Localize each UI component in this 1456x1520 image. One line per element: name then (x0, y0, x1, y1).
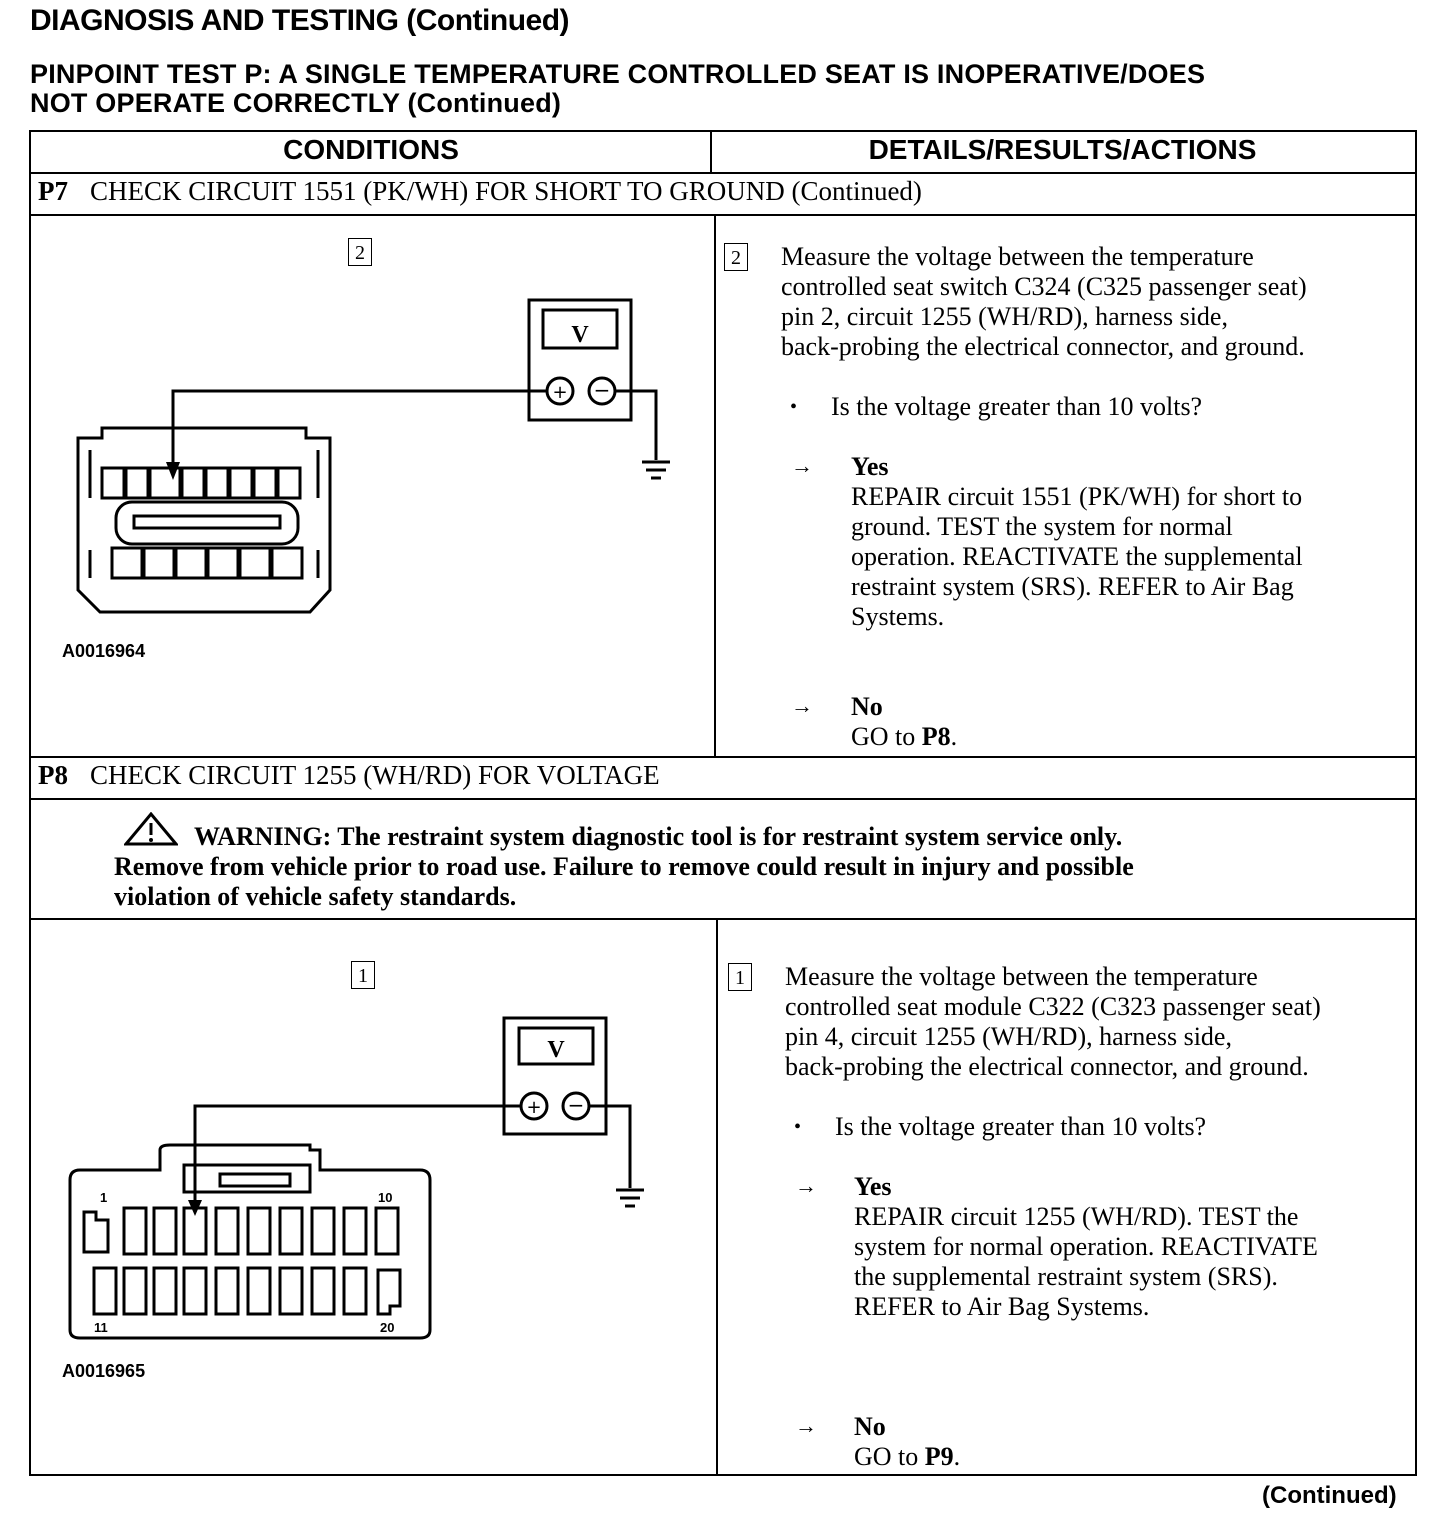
arrow-right-icon: → (791, 693, 813, 718)
no-label: No (854, 1412, 886, 1441)
pinpoint-test-title (30, 60, 1205, 118)
minus-terminal-icon: − (567, 1093, 585, 1117)
figure-step-number: 1 (351, 961, 375, 989)
no-result (851, 692, 957, 752)
yes-action-line: REFER to Air Bag Systems. (854, 1292, 1150, 1321)
yes-result (851, 452, 1303, 632)
pin-label: 20 (380, 1320, 395, 1335)
no-action-text: GO to (854, 1442, 925, 1471)
figure-id: A0016964 (62, 641, 146, 661)
column-header-details: DETAILS/RESULTS/ACTIONS (868, 134, 1257, 165)
instruction-text (781, 242, 1307, 362)
plus-terminal-icon: + (552, 382, 568, 403)
warning-line: violation of vehicle safety standards. (114, 882, 517, 911)
instruction-line: controlled seat switch C324 (C325 passenger seat) (781, 272, 1307, 301)
bullet-icon: • (794, 1116, 802, 1138)
rule-warning-end (31, 918, 1417, 920)
pin-label: 10 (378, 1190, 393, 1205)
no-action (854, 1442, 960, 1472)
detail-step-number: 2 (724, 243, 748, 271)
continued-footer: (Continued) (1262, 1482, 1397, 1509)
detail-step-number: 1 (728, 963, 752, 991)
page-title: DIAGNOSIS AND TESTING (Continued) (30, 4, 570, 37)
instruction-line: pin 2, circuit 1255 (WH/RD), harness side, (781, 302, 1228, 331)
column-header-conditions: CONDITIONS (283, 134, 459, 165)
meter-label: V (571, 322, 589, 348)
pinpoint-test-title-line-1: PINPOINT TEST P: A SINGLE TEMPERATURE CONTROLLED SEAT IS INOPERATIVE/DOES (30, 59, 1206, 89)
figure-id: A0016965 (62, 1361, 146, 1381)
instruction-line: Measure the voltage between the temperature (785, 962, 1258, 991)
yes-action-line: operation. REACTIVATE the supplemental (851, 542, 1303, 571)
connector-diagram-p8 (60, 1010, 680, 1350)
instruction-line: back-probing the electrical connector, and ground. (781, 332, 1305, 361)
step-title-p8: CHECK CIRCUIT 1255 (WH/RD) FOR VOLTAGE (90, 760, 660, 790)
instruction-line: controlled seat module C322 (C323 passenger seat) (785, 992, 1321, 1021)
rule-header (31, 172, 1417, 174)
pin-label: 1 (100, 1190, 108, 1205)
yes-action-line: restraint system (SRS). REFER to Air Bag (851, 572, 1294, 601)
yes-action-line: REPAIR circuit 1551 (PK/WH) for short to (851, 482, 1303, 511)
arrow-right-icon: → (795, 1413, 817, 1438)
step-heading-p8 (38, 760, 660, 791)
divider-p7 (714, 214, 716, 756)
step-heading-p7 (38, 176, 922, 207)
instruction-line: pin 4, circuit 1255 (WH/RD), harness side, (785, 1022, 1232, 1051)
goto-link-p8[interactable]: P8 (921, 722, 951, 751)
divider-p8 (716, 918, 718, 1476)
warning-line: WARNING: The restraint system diagnostic tool is for restraint system service only. (194, 822, 1123, 851)
instruction-text (785, 962, 1321, 1082)
goto-link-p9[interactable]: P9 (924, 1442, 954, 1471)
minus-terminal-icon: − (593, 378, 611, 402)
no-result (854, 1412, 960, 1472)
no-action-suffix: . (950, 722, 958, 751)
warning-line: Remove from vehicle prior to road use. Failure to remove could result in injury and possible (114, 852, 1134, 881)
pin-label: 11 (94, 1320, 108, 1335)
question-text: Is the voltage greater than 10 volts? (831, 392, 1203, 421)
warning-block (114, 822, 1364, 912)
pinpoint-test-title-line-2: NOT OPERATE CORRECTLY (Continued) (30, 88, 562, 118)
rule-p8-heading (31, 798, 1417, 800)
meter-label: V (547, 1037, 565, 1063)
question-text: Is the voltage greater than 10 volts? (835, 1112, 1207, 1141)
rule-p7-end (31, 756, 1417, 758)
yes-action-line: the supplemental restraint system (SRS). (854, 1262, 1278, 1291)
yes-action-line: Systems. (851, 602, 945, 631)
no-action (851, 722, 957, 752)
rule-p7-heading (31, 214, 1417, 216)
connector-diagram-p7 (60, 290, 680, 630)
instruction-line: Measure the voltage between the temperature (781, 242, 1254, 271)
step-id-p8: P8 (38, 760, 68, 790)
arrow-right-icon: → (795, 1173, 817, 1198)
yes-action-line: system for normal operation. REACTIVATE (854, 1232, 1318, 1261)
yes-label: Yes (854, 1172, 892, 1201)
bullet-icon: • (790, 396, 798, 418)
no-label: No (851, 692, 883, 721)
yes-action-line: REPAIR circuit 1255 (WH/RD). TEST the (854, 1202, 1299, 1231)
arrow-right-icon: → (791, 453, 813, 478)
yes-label: Yes (851, 452, 889, 481)
yes-action-line: ground. TEST the system for normal (851, 512, 1233, 541)
step-id-p7: P7 (38, 176, 68, 206)
plus-terminal-icon: + (526, 1097, 542, 1118)
instruction-line: back-probing the electrical connector, and ground. (785, 1052, 1309, 1081)
step-title-p7: CHECK CIRCUIT 1551 (PK/WH) FOR SHORT TO GROUND (Continued) (90, 176, 922, 206)
yes-result (854, 1172, 1318, 1322)
figure-step-number: 2 (348, 238, 372, 266)
no-action-text: GO to (851, 722, 922, 751)
no-action-suffix: . (953, 1442, 961, 1471)
